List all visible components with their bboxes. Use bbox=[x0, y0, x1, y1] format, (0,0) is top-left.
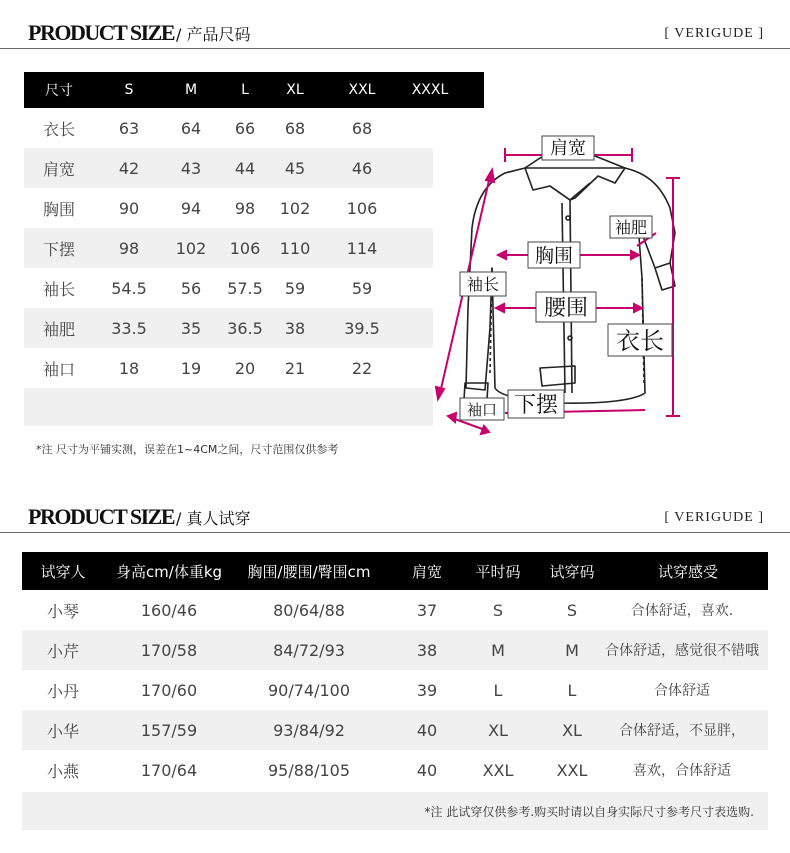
section-title bbox=[28, 504, 251, 530]
size-note: *注 尺寸为平铺实测，误差在1~4CM之间，尺寸范围仅供参考 bbox=[36, 443, 339, 456]
size-value: 42 bbox=[118, 158, 140, 178]
size-value: 21 bbox=[284, 358, 306, 378]
tester-name: 小琴 bbox=[46, 601, 79, 621]
tester-name: 小芹 bbox=[46, 641, 79, 661]
size-value: 66 bbox=[234, 118, 256, 138]
size-table-row bbox=[24, 188, 484, 228]
section-title-cn: / 产品尺码 bbox=[176, 25, 251, 44]
section-title-en: PRODUCT SIZE bbox=[28, 504, 175, 529]
fit-note bbox=[22, 792, 768, 830]
divider bbox=[0, 532, 790, 533]
body-measurements: 95/88/105 bbox=[267, 760, 351, 780]
label-chest: 胸围 bbox=[534, 245, 574, 267]
feedback: 合体舒适，喜欢. bbox=[630, 603, 734, 619]
feedback: 合体舒适 bbox=[654, 683, 710, 699]
feedback: 合体舒适，感觉很不错哦 bbox=[605, 643, 759, 659]
header-cell: XXXL bbox=[411, 82, 449, 98]
usual-size: XL bbox=[488, 720, 508, 740]
size-value: 22 bbox=[351, 358, 373, 378]
header-cell: L bbox=[241, 82, 249, 98]
body-measurements: 80/64/88 bbox=[273, 600, 345, 620]
size-value: 59 bbox=[351, 278, 373, 298]
size-value: 36.5 bbox=[227, 318, 263, 338]
feedback: 合体舒适，不显胖， bbox=[619, 723, 745, 739]
fit-table-row bbox=[22, 750, 768, 790]
size-value: 43 bbox=[180, 158, 202, 178]
size-value: 20 bbox=[234, 358, 256, 378]
feedback: 喜欢，合体舒适 bbox=[633, 763, 731, 779]
fit-table-header bbox=[22, 552, 768, 590]
size-value: 106 bbox=[346, 198, 378, 218]
height-weight: 170/58 bbox=[140, 640, 198, 660]
body-measurements: 84/72/93 bbox=[273, 640, 345, 660]
label-sleeve-width: 袖肥 bbox=[614, 218, 648, 237]
header-cell: 胸围/腰围/臀围cm bbox=[247, 562, 371, 581]
label-cuff: 袖口 bbox=[466, 401, 498, 419]
size-value: 98 bbox=[118, 238, 140, 258]
header-cell: XL bbox=[286, 82, 304, 98]
brand-label: [ VERIGUDE ] bbox=[664, 26, 764, 41]
size-table-row bbox=[24, 148, 433, 188]
height-weight: 170/60 bbox=[140, 680, 198, 700]
body-measurements: 93/84/92 bbox=[273, 720, 345, 740]
size-value: 59 bbox=[284, 278, 306, 298]
size-value: 90 bbox=[118, 198, 140, 218]
size-value: 64 bbox=[180, 118, 202, 138]
fit-table-row bbox=[22, 710, 768, 750]
section-title-en: PRODUCT SIZE bbox=[28, 20, 175, 45]
label-sleeve-length: 袖长 bbox=[466, 275, 500, 294]
shirt-measurement-diagram bbox=[430, 128, 690, 438]
row-label: 衣长 bbox=[42, 119, 75, 139]
height-weight: 157/59 bbox=[140, 720, 198, 740]
header-cell: 肩宽 bbox=[411, 562, 442, 581]
label-waist: 腰围 bbox=[543, 296, 589, 321]
brand-label: [ VERIGUDE ] bbox=[664, 510, 764, 525]
size-value: 98 bbox=[234, 198, 256, 218]
header-cell: XXL bbox=[348, 82, 376, 98]
row-label: 袖肥 bbox=[42, 319, 75, 339]
size-table-row bbox=[24, 108, 484, 148]
size-table-row bbox=[24, 348, 484, 388]
size-value: 102 bbox=[175, 238, 207, 258]
size-value: 33.5 bbox=[111, 318, 147, 338]
size-value: 44 bbox=[234, 158, 256, 178]
size-value: 94 bbox=[180, 198, 202, 218]
row-label: 袖长 bbox=[42, 279, 75, 299]
size-table-row bbox=[24, 228, 433, 268]
label-hem: 下摆 bbox=[513, 393, 559, 418]
header-cell: 平时码 bbox=[475, 562, 521, 581]
usual-size: XXL bbox=[482, 760, 514, 780]
tester-name: 小丹 bbox=[46, 681, 79, 701]
fit-table-row bbox=[22, 630, 768, 670]
fit-table-row bbox=[22, 590, 768, 630]
size-value: 68 bbox=[351, 118, 373, 138]
shoulder: 40 bbox=[416, 720, 438, 740]
divider bbox=[0, 48, 790, 49]
tried-size: XL bbox=[562, 720, 582, 740]
size-value: 102 bbox=[279, 198, 311, 218]
size-value: 114 bbox=[346, 238, 378, 258]
usual-size: M bbox=[491, 640, 505, 660]
size-table-row bbox=[24, 268, 484, 308]
body-measurements: 90/74/100 bbox=[267, 680, 351, 700]
size-value: 39.5 bbox=[344, 318, 380, 338]
size-value: 56 bbox=[180, 278, 202, 298]
header-cell: 身高cm/体重kg bbox=[115, 562, 223, 581]
size-value: 45 bbox=[284, 158, 306, 178]
fit-table bbox=[22, 552, 768, 790]
size-value: 18 bbox=[118, 358, 140, 378]
size-table bbox=[24, 72, 484, 426]
usual-size: S bbox=[492, 600, 504, 620]
size-table-row bbox=[24, 308, 433, 348]
header-cell: M bbox=[184, 82, 198, 98]
shoulder: 39 bbox=[416, 680, 438, 700]
section-title bbox=[28, 20, 251, 46]
label-shoulder: 肩宽 bbox=[550, 138, 586, 159]
row-label: 胸围 bbox=[42, 199, 75, 219]
shoulder: 37 bbox=[416, 600, 438, 620]
row-label: 下摆 bbox=[42, 239, 75, 259]
tried-size: L bbox=[567, 680, 577, 700]
header-cell: 试穿码 bbox=[549, 562, 595, 581]
header-cell: S bbox=[124, 82, 134, 98]
size-value: 46 bbox=[351, 158, 373, 178]
section-title-cn: / 真人试穿 bbox=[176, 509, 251, 528]
row-label: 肩宽 bbox=[42, 159, 75, 179]
shoulder: 40 bbox=[416, 760, 438, 780]
tester-name: 小华 bbox=[46, 721, 79, 741]
size-table-header bbox=[24, 72, 484, 108]
usual-size: L bbox=[493, 680, 503, 700]
header-cell: 尺寸 bbox=[45, 83, 73, 99]
fit-note-text: *注 此试穿仅供参考.购买时请以自身实际尺寸参考尺寸表选购. bbox=[424, 805, 754, 819]
size-value: 38 bbox=[284, 318, 306, 338]
size-value: 63 bbox=[118, 118, 140, 138]
shoulder: 38 bbox=[416, 640, 438, 660]
size-value: 57.5 bbox=[227, 278, 263, 298]
header-cell: 试穿感受 bbox=[657, 562, 718, 581]
row-label: 袖口 bbox=[42, 359, 75, 379]
size-table-empty-row bbox=[24, 388, 433, 426]
label-length: 衣长 bbox=[616, 327, 664, 355]
tried-size: XXL bbox=[556, 760, 588, 780]
size-value: 35 bbox=[180, 318, 202, 338]
size-value: 68 bbox=[284, 118, 306, 138]
size-value: 19 bbox=[180, 358, 202, 378]
size-value: 106 bbox=[229, 238, 261, 258]
height-weight: 170/64 bbox=[140, 760, 198, 780]
tester-name: 小燕 bbox=[46, 761, 79, 781]
header-cell: 试穿人 bbox=[40, 562, 86, 581]
tried-size: S bbox=[566, 600, 578, 620]
size-value: 54.5 bbox=[111, 278, 147, 298]
size-value: 110 bbox=[279, 238, 311, 258]
height-weight: 160/46 bbox=[140, 600, 198, 620]
fit-table-row bbox=[22, 670, 768, 710]
tried-size: M bbox=[565, 640, 579, 660]
